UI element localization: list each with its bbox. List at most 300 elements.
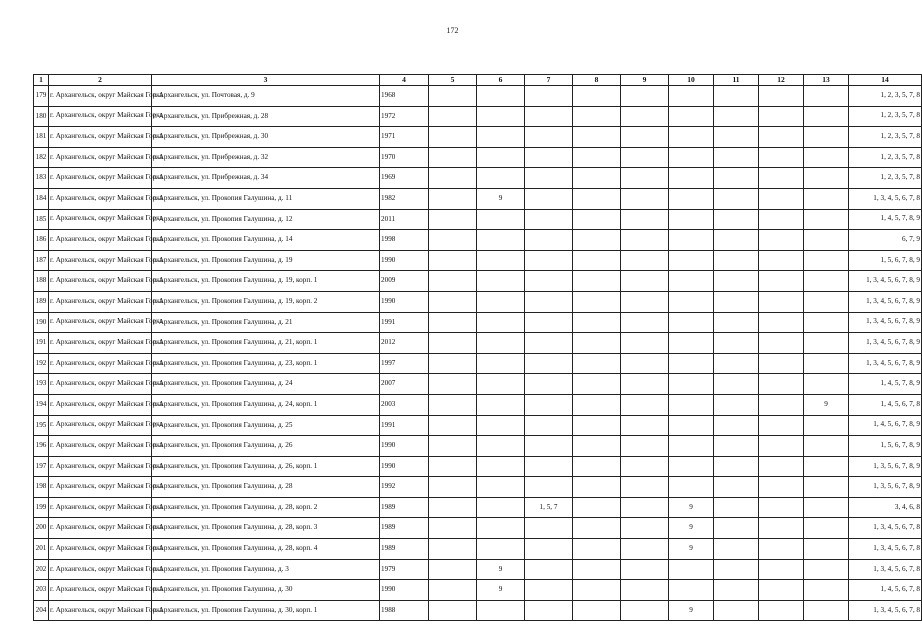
row-number: 189 [34,291,49,312]
col-header: 1 [34,75,49,86]
col8-cell [573,188,621,209]
table-row [34,106,922,127]
col11-cell [714,86,759,107]
col13-cell [804,374,849,395]
col11-cell [714,539,759,560]
col9-cell [621,86,669,107]
col9-cell [621,333,669,354]
col14-cell: 1, 4, 5, 7, 8, 9 [849,209,922,230]
year-cell: 2007 [380,374,429,395]
col5-cell [429,250,477,271]
col9-cell [621,415,669,436]
row-number: 188 [34,271,49,292]
col7-cell [525,188,573,209]
col7-cell [525,600,573,621]
row-number: 203 [34,580,49,601]
col7-cell [525,456,573,477]
row-number: 198 [34,477,49,498]
col13-cell [804,559,849,580]
address-cell: г. Архангельск, ул. Прокопия Галушина, д. 28, корп. 2 [152,497,380,518]
col7-cell [525,291,573,312]
address-cell: г. Архангельск, ул. Прокопия Галушина, д. 24, корп. 1 [152,394,380,415]
col9-cell [621,168,669,189]
col5-cell [429,497,477,518]
table-row [34,209,922,230]
table-row [34,436,922,457]
col9-cell [621,271,669,292]
col6-cell [477,497,525,518]
col-header: 2 [49,75,152,86]
row-number: 202 [34,559,49,580]
col8-cell [573,559,621,580]
address-cell: г. Архангельск, ул. Прокопия Галушина, д. 21 [152,312,380,333]
address-cell: г. Архангельск, ул. Прибрежная, д. 32 [152,147,380,168]
col14-cell: 1, 3, 4, 5, 6, 7, 8, 9 [849,353,922,374]
year-cell: 1991 [380,415,429,436]
district-cell: г. Архангельск, округ Майская Горка [49,127,152,148]
col11-cell [714,456,759,477]
col8-cell [573,209,621,230]
year-cell: 1970 [380,147,429,168]
table-row [34,333,922,354]
col13-cell [804,209,849,230]
col10-cell [669,291,714,312]
district-cell: г. Архангельск, округ Майская Горка [49,539,152,560]
col14-cell: 6, 7, 9 [849,230,922,251]
col8-cell [573,539,621,560]
col5-cell [429,188,477,209]
col8-cell [573,456,621,477]
col5-cell [429,436,477,457]
page-number: 172 [446,26,459,35]
row-number: 182 [34,147,49,168]
col12-cell [759,86,804,107]
row-number: 201 [34,539,49,560]
col13-cell [804,106,849,127]
year-cell: 2012 [380,333,429,354]
row-number: 195 [34,415,49,436]
col12-cell [759,230,804,251]
col14-cell: 1, 3, 4, 5, 6, 7, 8 [849,600,922,621]
col9-cell [621,436,669,457]
col6-cell [477,312,525,333]
col14-cell: 1, 5, 6, 7, 8, 9 [849,250,922,271]
col7-cell [525,394,573,415]
col11-cell [714,518,759,539]
year-cell: 1992 [380,477,429,498]
col9-cell [621,230,669,251]
col9-cell [621,456,669,477]
col5-cell [429,539,477,560]
row-number: 197 [34,456,49,477]
district-cell: г. Архангельск, округ Майская Горка [49,188,152,209]
col9-cell [621,250,669,271]
col10-cell: 9 [669,600,714,621]
col-header: 11 [714,75,759,86]
col13-cell [804,518,849,539]
col11-cell [714,580,759,601]
col14-cell: 1, 2, 3, 5, 7, 8 [849,106,922,127]
col14-cell: 1, 2, 3, 5, 7, 8 [849,127,922,148]
col9-cell [621,188,669,209]
col7-cell [525,209,573,230]
year-cell: 2011 [380,209,429,230]
col10-cell [669,127,714,148]
district-cell: г. Архангельск, округ Майская Горка [49,271,152,292]
row-number: 187 [34,250,49,271]
col14-cell: 1, 3, 4, 5, 6, 7, 8, 9 [849,291,922,312]
col6-cell [477,456,525,477]
col13-cell [804,415,849,436]
col5-cell [429,333,477,354]
table-row [34,456,922,477]
col14-cell: 1, 3, 4, 5, 6, 7, 8 [849,188,922,209]
col13-cell: 9 [804,394,849,415]
row-number: 196 [34,436,49,457]
col8-cell [573,497,621,518]
district-cell: г. Архангельск, округ Майская Горка [49,394,152,415]
table-row [34,539,922,560]
col10-cell: 9 [669,539,714,560]
col6-cell: 9 [477,580,525,601]
col11-cell [714,415,759,436]
col7-cell [525,333,573,354]
col14-cell: 1, 4, 5, 6, 7, 8 [849,394,922,415]
col7-cell [525,559,573,580]
col9-cell [621,291,669,312]
col13-cell [804,188,849,209]
col14-cell: 1, 3, 4, 5, 6, 7, 8, 9 [849,312,922,333]
col14-cell: 1, 2, 3, 5, 7, 8 [849,86,922,107]
col11-cell [714,497,759,518]
col10-cell [669,106,714,127]
col8-cell [573,312,621,333]
address-cell: г. Архангельск, ул. Прибрежная, д. 30 [152,127,380,148]
col7-cell [525,374,573,395]
col-header: 14 [849,75,922,86]
col6-cell [477,250,525,271]
table-row [34,518,922,539]
year-cell: 1988 [380,600,429,621]
year-cell: 1968 [380,86,429,107]
col6-cell [477,436,525,457]
col14-cell: 1, 4, 5, 6, 7, 8 [849,580,922,601]
year-cell: 2009 [380,271,429,292]
district-cell: г. Архангельск, округ Майская Горка [49,312,152,333]
col11-cell [714,353,759,374]
col10-cell [669,477,714,498]
col13-cell [804,127,849,148]
table-row [34,147,922,168]
year-cell: 1972 [380,106,429,127]
col13-cell [804,497,849,518]
col6-cell [477,271,525,292]
col9-cell [621,106,669,127]
row-number: 181 [34,127,49,148]
col8-cell [573,271,621,292]
col-header: 10 [669,75,714,86]
col8-cell [573,415,621,436]
row-number: 185 [34,209,49,230]
district-cell: г. Архангельск, округ Майская Горка [49,209,152,230]
address-cell: г. Архангельск, ул. Прибрежная, д. 28 [152,106,380,127]
col12-cell [759,456,804,477]
col5-cell [429,600,477,621]
table-row [34,271,922,292]
year-cell: 1989 [380,518,429,539]
table-row [34,168,922,189]
col10-cell [669,209,714,230]
col7-cell [525,518,573,539]
year-cell: 1990 [380,436,429,457]
col6-cell [477,291,525,312]
year-cell: 1982 [380,188,429,209]
col7-cell [525,271,573,292]
col9-cell [621,600,669,621]
col13-cell [804,168,849,189]
address-cell: г. Архангельск, ул. Прокопия Галушина, д. 21, корп. 1 [152,333,380,354]
table-row [34,374,922,395]
col11-cell [714,600,759,621]
col10-cell [669,415,714,436]
col13-cell [804,291,849,312]
col7-cell [525,86,573,107]
col11-cell [714,230,759,251]
col13-cell [804,456,849,477]
col5-cell [429,168,477,189]
col5-cell [429,580,477,601]
col-header: 13 [804,75,849,86]
address-cell: г. Архангельск, ул. Прокопия Галушина, д. 19, корп. 2 [152,291,380,312]
district-cell: г. Архангельск, округ Майская Горка [49,415,152,436]
year-cell: 1990 [380,456,429,477]
col5-cell [429,312,477,333]
col8-cell [573,291,621,312]
col-header: 8 [573,75,621,86]
col12-cell [759,600,804,621]
col7-cell [525,168,573,189]
col10-cell [669,456,714,477]
col5-cell [429,374,477,395]
row-number: 193 [34,374,49,395]
col10-cell [669,86,714,107]
col10-cell [669,271,714,292]
district-cell: г. Архангельск, округ Майская Горка [49,333,152,354]
col13-cell [804,147,849,168]
col5-cell [429,559,477,580]
col7-cell [525,147,573,168]
col14-cell: 1, 2, 3, 5, 7, 8 [849,147,922,168]
col7-cell [525,230,573,251]
table-row [34,127,922,148]
col-header: 5 [429,75,477,86]
district-cell: г. Архангельск, округ Майская Горка [49,291,152,312]
col6-cell [477,374,525,395]
col11-cell [714,188,759,209]
col5-cell [429,127,477,148]
address-cell: г. Архангельск, ул. Прокопия Галушина, д. 25 [152,415,380,436]
col14-cell: 1, 2, 3, 5, 7, 8 [849,168,922,189]
col8-cell [573,333,621,354]
col14-cell: 1, 3, 5, 6, 7, 8, 9 [849,477,922,498]
col11-cell [714,333,759,354]
year-cell: 1991 [380,312,429,333]
col5-cell [429,518,477,539]
address-cell: г. Архангельск, ул. Прокопия Галушина, д. 12 [152,209,380,230]
col13-cell [804,353,849,374]
col13-cell [804,230,849,251]
col9-cell [621,374,669,395]
table-row [34,86,922,107]
col10-cell [669,333,714,354]
district-cell: г. Архангельск, округ Майская Горка [49,168,152,189]
col8-cell [573,147,621,168]
table-row [34,291,922,312]
col11-cell [714,374,759,395]
col7-cell [525,127,573,148]
col7-cell [525,436,573,457]
col9-cell [621,539,669,560]
col8-cell [573,518,621,539]
col11-cell [714,477,759,498]
col12-cell [759,477,804,498]
col9-cell [621,353,669,374]
col8-cell [573,127,621,148]
col10-cell [669,374,714,395]
col9-cell [621,518,669,539]
district-cell: г. Архангельск, округ Майская Горка [49,518,152,539]
col8-cell [573,168,621,189]
row-number: 186 [34,230,49,251]
col5-cell [429,230,477,251]
col5-cell [429,353,477,374]
col6-cell [477,394,525,415]
district-cell: г. Архангельск, округ Майская Горка [49,436,152,457]
col12-cell [759,106,804,127]
col-header: 9 [621,75,669,86]
col10-cell [669,559,714,580]
address-cell: г. Архангельск, ул. Почтовая, д. 9 [152,86,380,107]
table-row [34,312,922,333]
col14-cell: 1, 3, 4, 5, 6, 7, 8 [849,539,922,560]
col10-cell [669,230,714,251]
col8-cell [573,394,621,415]
col8-cell [573,250,621,271]
year-cell: 1990 [380,291,429,312]
col12-cell [759,168,804,189]
col14-cell: 1, 3, 4, 5, 6, 7, 8, 9 [849,271,922,292]
address-cell: г. Архангельск, ул. Прокопия Галушина, д. 30, корп. 1 [152,600,380,621]
col5-cell [429,394,477,415]
row-number: 183 [34,168,49,189]
col6-cell [477,333,525,354]
col11-cell [714,127,759,148]
district-cell: г. Архангельск, округ Майская Горка [49,456,152,477]
col9-cell [621,147,669,168]
col11-cell [714,559,759,580]
col13-cell [804,477,849,498]
year-cell: 1971 [380,127,429,148]
row-number: 199 [34,497,49,518]
address-cell: г. Архангельск, ул. Прокопия Галушина, д. 14 [152,230,380,251]
col5-cell [429,209,477,230]
col13-cell [804,333,849,354]
col5-cell [429,456,477,477]
col6-cell [477,209,525,230]
col10-cell [669,168,714,189]
table-row [34,394,922,415]
col12-cell [759,127,804,148]
year-cell: 1989 [380,497,429,518]
col7-cell [525,477,573,498]
col7-cell [525,580,573,601]
year-cell: 1998 [380,230,429,251]
col12-cell [759,497,804,518]
col11-cell [714,291,759,312]
register-table [33,74,922,621]
col13-cell [804,86,849,107]
col6-cell [477,127,525,148]
col5-cell [429,477,477,498]
col11-cell [714,394,759,415]
row-number: 194 [34,394,49,415]
col-header: 12 [759,75,804,86]
district-cell: г. Архангельск, округ Майская Горка [49,106,152,127]
address-cell: г. Архангельск, ул. Прокопия Галушина, д. 30 [152,580,380,601]
table-row [34,353,922,374]
col6-cell [477,477,525,498]
year-cell: 1979 [380,559,429,580]
col10-cell [669,250,714,271]
col5-cell [429,291,477,312]
row-number: 204 [34,600,49,621]
address-cell: г. Архангельск, ул. Прокопия Галушина, д. 24 [152,374,380,395]
table-row [34,497,922,518]
col12-cell [759,250,804,271]
district-cell: г. Архангельск, округ Майская Горка [49,477,152,498]
address-cell: г. Архангельск, ул. Прокопия Галушина, д. 28 [152,477,380,498]
col6-cell [477,147,525,168]
table-row [34,559,922,580]
col5-cell [429,147,477,168]
col13-cell [804,271,849,292]
year-cell: 1990 [380,250,429,271]
col10-cell [669,312,714,333]
col-header: 7 [525,75,573,86]
col13-cell [804,312,849,333]
address-cell: г. Архангельск, ул. Прокопия Галушина, д. 26, корп. 1 [152,456,380,477]
table-row [34,580,922,601]
col8-cell [573,230,621,251]
col5-cell [429,415,477,436]
table-row [34,250,922,271]
col13-cell [804,580,849,601]
col12-cell [759,518,804,539]
col11-cell [714,312,759,333]
col12-cell [759,271,804,292]
table-row [34,230,922,251]
table-row [34,188,922,209]
col7-cell: 1, 5, 7 [525,497,573,518]
district-cell: г. Архангельск, округ Майская Горка [49,86,152,107]
col14-cell: 1, 3, 4, 5, 6, 7, 8, 9 [849,333,922,354]
col14-cell: 1, 5, 6, 7, 8, 9 [849,436,922,457]
col12-cell [759,580,804,601]
address-cell: г. Архангельск, ул. Прокопия Галушина, д. 28, корп. 3 [152,518,380,539]
col5-cell [429,271,477,292]
col12-cell [759,415,804,436]
col12-cell [759,374,804,395]
